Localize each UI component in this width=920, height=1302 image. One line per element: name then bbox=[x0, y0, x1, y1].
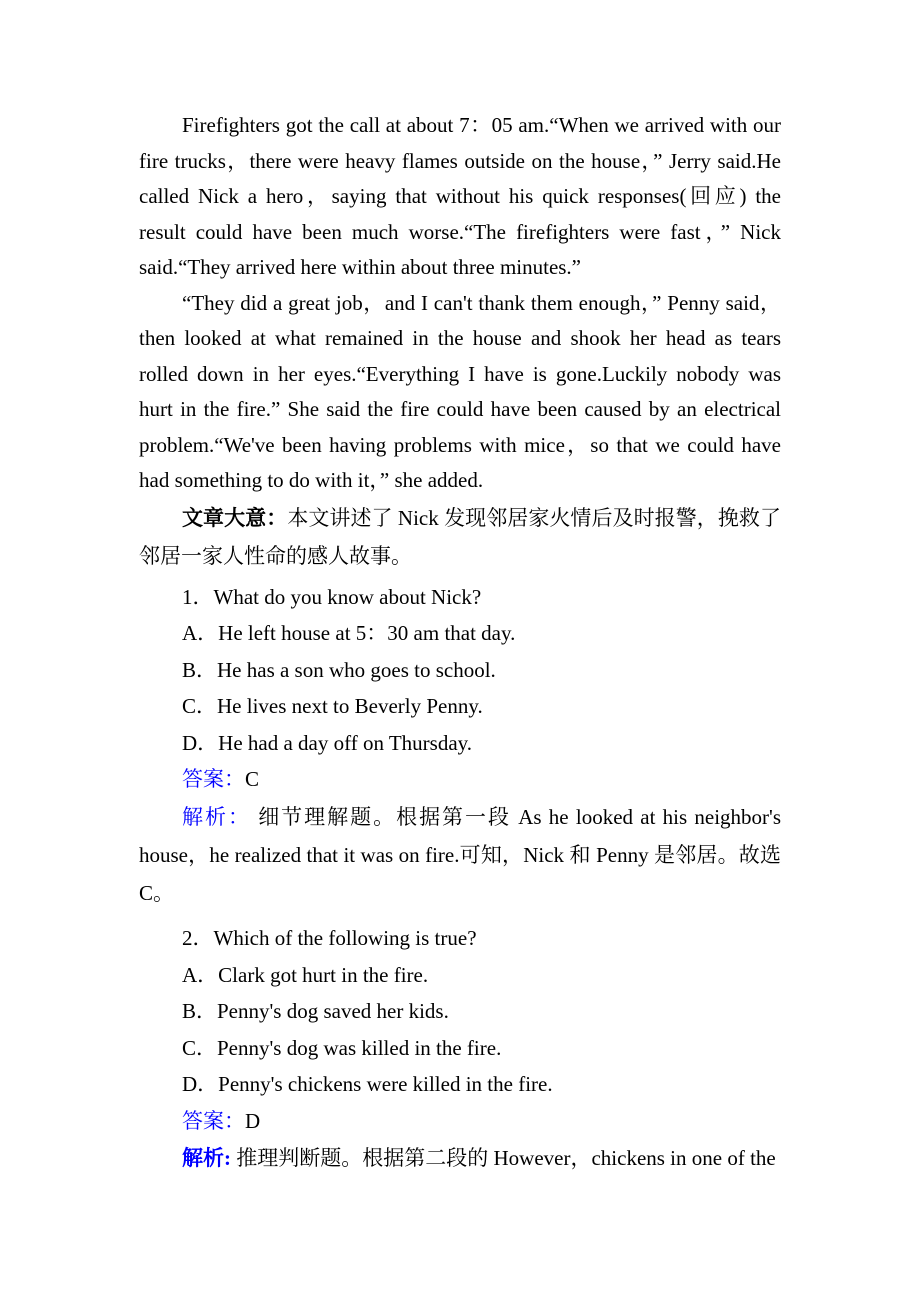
question-2-answer bbox=[139, 1103, 781, 1140]
question-2-explanation bbox=[139, 1140, 781, 1177]
document-page bbox=[139, 108, 781, 1176]
summary bbox=[139, 499, 781, 575]
question-2-option-a: A．Clark got hurt in the fire. bbox=[182, 962, 429, 987]
question-1-answer-value: C bbox=[245, 767, 260, 792]
question-2-explanation-label: 解析: bbox=[182, 1145, 231, 1170]
question-1-explanation bbox=[139, 798, 781, 912]
question-2-answer-label: 答案： bbox=[182, 1109, 245, 1134]
question-2-explanation-text: 推理判断题。根据第二段的 However，chickens in one of the bbox=[236, 1145, 776, 1170]
question-1-stem: 1．What do you know about Nick? bbox=[182, 584, 482, 609]
question-2-option-b: B．Penny's dog saved her kids. bbox=[182, 999, 449, 1024]
question-1-explanation-text: 细节理解题。根据第一段 As he looked at his neighbor's house，he realized that it was on fire.可知，Nick 和 Penny 是邻居。故选 C。 bbox=[139, 805, 781, 906]
passage-paragraph-2: “They did a great job，and I can't thank them enough，” Penny said，then looked at what remained in the house and shook her head as tears rolled down in her eyes.“Everything I have is gone.Luckily nobody was hurt in the fire.” She said the fire could have been caused by an electrical problem.“We've been having problems with mice，so that we could have had something to do with it，” she added. bbox=[139, 290, 781, 492]
question-1-option-d: D．He had a day off on Thursday. bbox=[182, 730, 473, 755]
question-2-answer-value: D bbox=[245, 1109, 261, 1134]
question-2-option-d: D．Penny's chickens were killed in the fire. bbox=[182, 1072, 553, 1097]
question-1-option-b: B．He has a son who goes to school. bbox=[182, 657, 496, 682]
question-2-stem: 2．Which of the following is true? bbox=[182, 926, 477, 951]
question-1-option-a: A．He left house at 5：30 am that day. bbox=[182, 621, 516, 646]
summary-text: 本文讲述了 Nick 发现邻居家火情后及时报警，挽救了邻居一家人性命的感人故事。 bbox=[139, 505, 781, 568]
question-2-option-c: C．Penny's dog was killed in the fire. bbox=[182, 1035, 502, 1060]
summary-label: 文章大意： bbox=[182, 505, 288, 530]
question-1-explanation-label: 解析： bbox=[182, 805, 251, 830]
question-1-answer bbox=[139, 761, 781, 798]
question-1-answer-label: 答案： bbox=[182, 767, 245, 792]
question-1-option-c: C．He lives next to Beverly Penny. bbox=[182, 694, 483, 719]
passage-paragraph-1: Firefighters got the call at about 7：05 am.“When we arrived with our fire trucks，there were heavy flames outside on the house，” Jerry said.He called Nick a hero，saying that without his quick responses(回应) the result could have been much worse.“The firefighters were fast，” Nick said.“They arrived here within about three minutes.” bbox=[139, 113, 781, 279]
